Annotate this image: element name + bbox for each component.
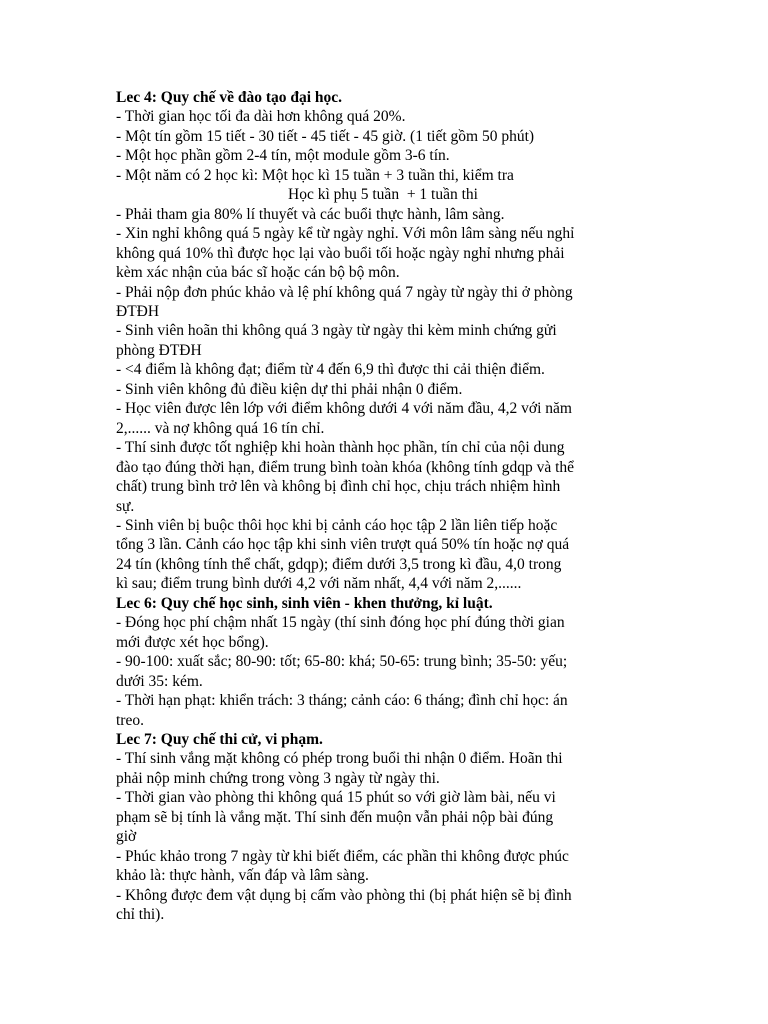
text-line: 24 tín (không tính thể chất, gdqp); điểm dưới 3,5 trong kì đầu, 4,0 trong — [116, 555, 562, 573]
text-line: mới được xét học bổng). — [116, 633, 269, 651]
text-line: - Sinh viên bị buộc thôi học khi bị cảnh cáo học tập 2 lần liên tiếp hoặc — [116, 516, 558, 534]
text-line: - Thời gian học tối đa dài hơn không quá 20%. — [116, 108, 406, 126]
text-line: kì sau; điểm trung bình dưới 4,2 với năm nhất, 4,4 với năm 2,...... — [116, 575, 522, 593]
text-line: - Một năm có 2 học kì: Một học kì 15 tuần + 3 tuần thi, kiểm tra — [116, 166, 514, 184]
text-line: - Đóng học phí chậm nhất 15 ngày (thí sinh đóng học phí đúng thời gian — [116, 614, 565, 632]
section-heading: Lec 6: Quy chế học sinh, sinh viên - khen thưởng, kỉ luật. — [116, 594, 493, 612]
text-line: dưới 35: kém. — [116, 672, 203, 690]
section-heading: Lec 4: Quy chế về đào tạo đại học. — [116, 89, 343, 106]
text-line: - Một học phần gồm 2-4 tín, một module gồm 3-6 tín. — [116, 147, 450, 165]
text-line: kèm xác nhận của bác sĩ hoặc cán bộ bộ môn. — [116, 264, 400, 282]
text-line: khảo là: thực hành, vấn đáp và lâm sàng. — [116, 867, 369, 885]
text-line: - 90-100: xuất sắc; 80-90: tốt; 65-80: khá; 50-65: trung bình; 35-50: yếu; — [116, 653, 568, 671]
text-line: chỉ thi). — [116, 906, 165, 924]
text-line-indented: Học kì phụ 5 tuần + 1 tuần thi — [288, 186, 478, 204]
text-line: phạm sẽ bị tính là vắng mặt. Thí sinh đến muộn vẫn phải nộp bài đúng — [116, 808, 554, 826]
text-line: - Thời hạn phạt: khiển trách: 3 tháng; cảnh cáo: 6 tháng; đình chỉ học: án — [116, 692, 568, 710]
text-line: - Một tín gồm 15 tiết - 30 tiết - 45 tiết - 45 giờ. (1 tiết gồm 50 phút) — [116, 127, 535, 145]
text-line: đào tạo đúng thời hạn, điểm trung bình toàn khóa (không tính gdqp và thể — [116, 458, 575, 476]
text-line: - Thời gian vào phòng thi không quá 15 phút so với giờ làm bài, nếu vi — [116, 789, 556, 807]
text-line: - Học viên được lên lớp với điểm không dưới 4 với năm đầu, 4,2 với năm — [116, 400, 572, 418]
text-line: - Sinh viên hoãn thi không quá 3 ngày từ ngày thi kèm minh chứng gửi — [116, 322, 557, 340]
text-line: phòng ĐTĐH — [116, 341, 202, 359]
text-line: - Thí sinh được tốt nghiệp khi hoàn thành học phần, tín chỉ của nội dung — [116, 439, 565, 457]
text-line: - Phải nộp đơn phúc khảo và lệ phí không quá 7 ngày từ ngày thi ở phòng — [116, 283, 573, 301]
text-line: 2,...... và nợ không quá 16 tín chỉ. — [116, 419, 325, 437]
text-line: phải nộp minh chứng trong vòng 3 ngày từ ngày thi. — [116, 769, 440, 787]
section-heading: Lec 7: Quy chế thi cử, vi phạm. — [116, 730, 323, 748]
text-line: giờ — [116, 828, 137, 846]
text-line: sự. — [116, 497, 135, 515]
text-line: treo. — [116, 711, 144, 729]
text-line: - Không được đem vật dụng bị cấm vào phòng thi (bị phát hiện sẽ bị đình — [116, 886, 572, 904]
text-line: - Thí sinh vắng mặt không có phép trong buổi thi nhận 0 điểm. Hoãn thi — [116, 750, 563, 768]
text-line: - Phúc khảo trong 7 ngày từ khi biết điểm, các phần thi không được phúc — [116, 847, 569, 865]
text-line: tổng 3 lần. Cảnh cáo học tập khi sinh viên trượt quá 50% tín hoặc nợ quá — [116, 536, 570, 554]
text-line: - Sinh viên không đủ điều kiện dự thi phải nhận 0 điểm. — [116, 380, 463, 398]
text-line: - Xin nghỉ không quá 5 ngày kể từ ngày nghỉ. Với môn lâm sàng nếu nghỉ — [116, 225, 575, 243]
text-line: ĐTĐH — [116, 302, 160, 320]
text-line: - <4 điểm là không đạt; điểm từ 4 đến 6,9 thì được thi cải thiện điểm. — [116, 361, 545, 379]
document-page — [116, 88, 656, 924]
text-line: không quá 10% thì được học lại vào buổi tối hoặc ngày nghỉ nhưng phải — [116, 244, 565, 262]
text-line: - Phải tham gia 80% lí thuyết và các buổi thực hành, lâm sàng. — [116, 205, 505, 223]
text-line: chất) trung bình trở lên và không bị đình chỉ học, chịu trách nhiệm hình — [116, 478, 561, 496]
